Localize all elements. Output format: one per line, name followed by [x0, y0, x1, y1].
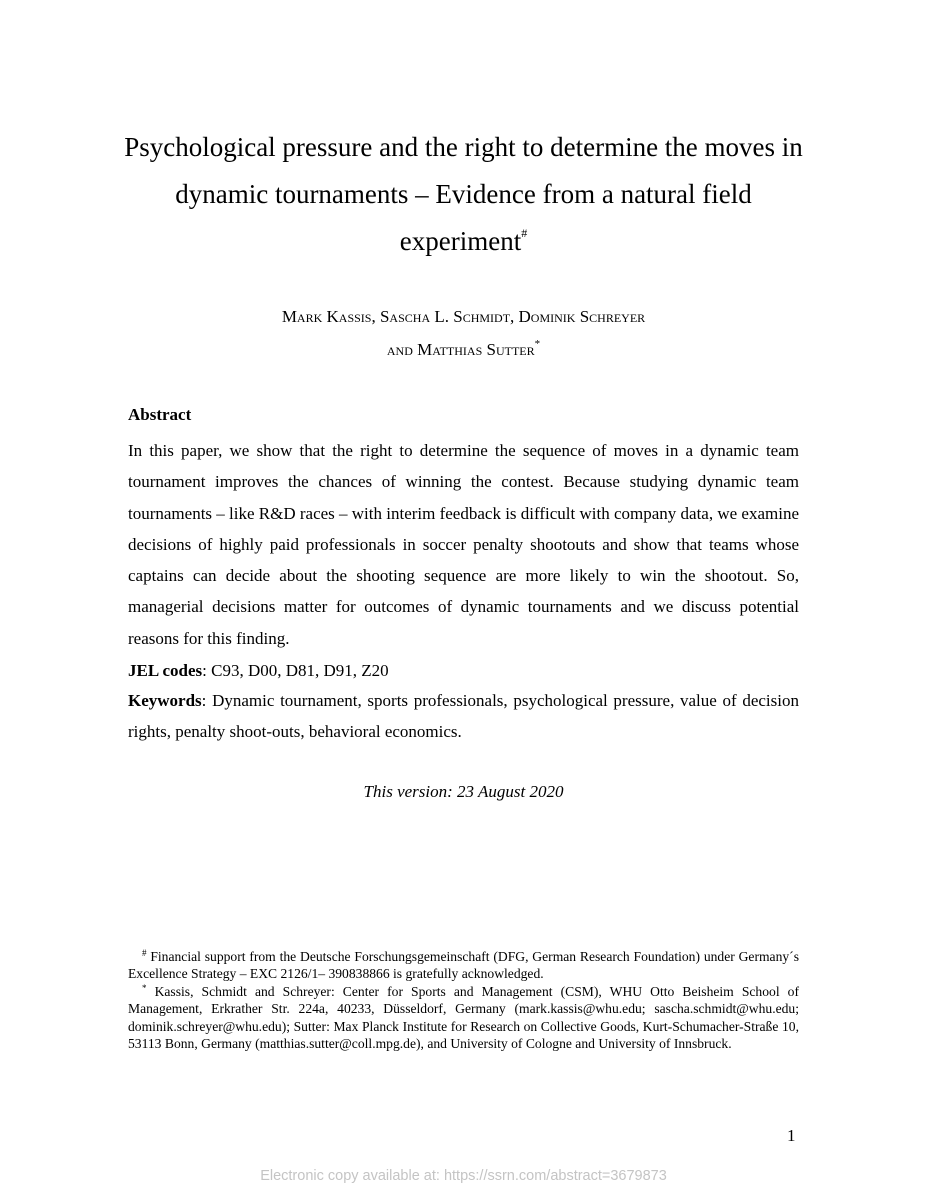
abstract-body: In this paper, we show that the right to determine the sequence of moves in a dynamic team tournament improves the chances of winning the contest. Because studying dynamic team tournaments – like R&D races – with interim feedback is difficult with company data, we examine decisions of highly paid professionals in soccer penalty shootouts and show that teams whose captains can decide about the shooting sequence are more likely to win the shootout. So, managerial decisions matter for outcomes of dynamic tournaments and we discuss potential reasons for this finding. — [128, 441, 799, 648]
jel-codes — [128, 655, 799, 686]
jel-codes-value: : C93, D00, D81, D91, Z20 — [202, 661, 389, 680]
version-date: This version: 23 August 2020 — [363, 782, 564, 801]
author-line-2-text: and Matthias Sutter — [386, 340, 535, 359]
paper-title — [110, 124, 817, 265]
paper-title-text: Psychological pressure and the right to determine the moves in dynamic tournaments – Evidence from a natural field experiment — [124, 132, 803, 256]
jel-codes-label: JEL codes — [128, 661, 203, 680]
author-line-2 — [110, 333, 817, 366]
footnotes — [128, 948, 799, 1052]
footnote-funding — [128, 948, 799, 983]
footnote-affiliations-mark: * — [142, 982, 147, 993]
footnote-affiliations — [128, 983, 799, 1053]
page-number: 1 — [787, 1126, 796, 1145]
author-line-1: Mark Kassis, Sascha L. Schmidt, Dominik Schreyer — [281, 307, 646, 326]
author-list — [110, 300, 817, 366]
author-footnote-mark: * — [534, 338, 541, 350]
title-footnote-mark: # — [521, 226, 528, 240]
keywords-label: Keywords — [128, 691, 202, 710]
footnote-affiliations-text: Kassis, Schmidt and Schreyer: Center for Sports and Management (CSM), WHU Otto Beisheim School of Management, Erkrather Str. 224a, 40233, Düsseldorf, Germany (mark.kassis@whu.edu; sascha.schmidt@whu.edu; dominik.schreyer@whu.edu); Sutter: Max Planck Institute for Research on Collective Goods, Kurt-Schumacher-Straße 10, 53113 Bonn, Germany (matthias.sutter@coll.mpg.de), and University of Cologne and University of Innsbruck. — [128, 983, 799, 1052]
footnote-funding-mark: # — [142, 948, 147, 958]
abstract-heading: Abstract — [128, 405, 192, 424]
footnote-funding-text: Financial support from the Deutsche Forschungsgemeinschaft (DFG, German Research Foundation) under Germany´s Excellence Strategy – EXC 2126/1– 390838866 is gratefully acknowledged. — [128, 949, 799, 982]
keywords — [128, 685, 799, 747]
ssrn-notice: Electronic copy available at: https://ssrn.com/abstract=3679873 — [260, 1168, 667, 1184]
keywords-value: : Dynamic tournament, sports professionals, psychological pressure, value of decision rights, penalty shoot-outs, behavioral economics. — [128, 691, 799, 741]
